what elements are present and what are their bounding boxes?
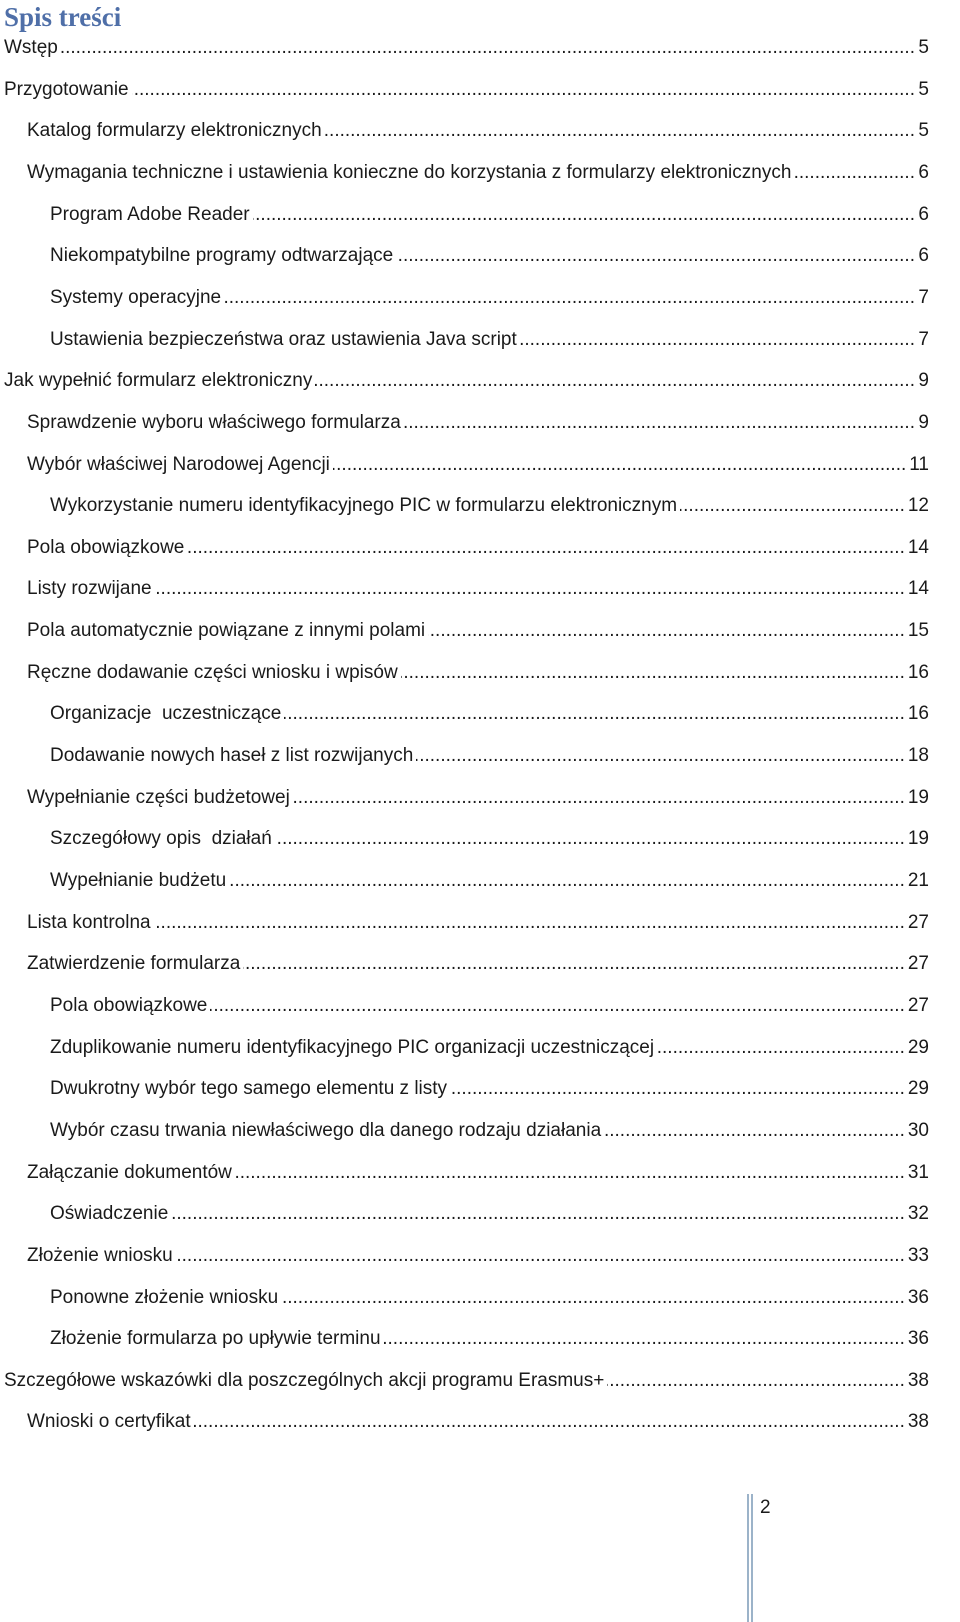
toc-entry[interactable]: [27, 658, 929, 688]
toc-entry[interactable]: [50, 1283, 929, 1313]
toc-entry-row: [0, 116, 929, 146]
footer-rule: [747, 1494, 753, 1622]
toc-entry[interactable]: [50, 325, 929, 355]
toc-entry-page: 7: [918, 286, 929, 308]
toc-entry-row: [0, 450, 929, 480]
toc-entry[interactable]: [50, 491, 929, 521]
toc-entry[interactable]: [50, 1324, 929, 1354]
footer-page-number: 2: [760, 1497, 771, 1518]
toc-dot-leader: [235, 1158, 905, 1188]
toc-dot-leader: [187, 533, 904, 563]
toc-dot-leader: [194, 1407, 905, 1437]
toc-entry-row: [0, 1033, 929, 1063]
toc-entry-label: Dwukrotny wybór tego samego elementu z listy: [50, 1078, 448, 1100]
toc-dot-leader: [171, 1199, 905, 1229]
toc-entry-page: 27: [907, 911, 929, 933]
toc-dot-leader: [315, 366, 915, 396]
toc-entry-row: [0, 408, 929, 438]
toc-dot-leader: [416, 741, 905, 771]
toc-entry-row: [0, 866, 929, 896]
toc-entry-page: 38: [907, 1369, 929, 1391]
toc-entry[interactable]: [27, 616, 929, 646]
toc-entry-page: 14: [907, 578, 929, 600]
toc-dot-leader: [224, 283, 915, 313]
toc-entry-label: Złożenie formularza po upływie terminu: [50, 1328, 381, 1350]
toc-entry[interactable]: [50, 241, 929, 271]
toc-dot-leader: [281, 1283, 905, 1313]
toc-entry-page: 38: [907, 1411, 929, 1433]
toc-entry[interactable]: [50, 866, 929, 896]
toc-entry[interactable]: [50, 699, 929, 729]
toc-entry-label: Oświadczenie: [50, 1203, 169, 1225]
toc-dot-leader: [132, 75, 915, 105]
toc-entry-row: [0, 33, 929, 63]
toc-entry-label: Wybór właściwej Narodowej Agencji: [27, 453, 330, 475]
toc-entry-label: Szczegółowy opis działań: [50, 828, 272, 850]
toc-dot-leader: [607, 1366, 905, 1396]
toc-dot-leader: [155, 574, 905, 604]
toc-entry-row: [0, 1074, 929, 1104]
toc-dot-leader: [253, 200, 915, 230]
toc-entry-label: Dodawanie nowych haseł z list rozwijanych: [50, 745, 414, 767]
toc-entry-row: [0, 325, 929, 355]
toc-entry-row: [0, 283, 929, 313]
toc-entry-label: Wymagania techniczne i ustawienia konieczne do korzystania z formularzy elektronicznych: [27, 161, 792, 183]
toc-entry-page: 7: [918, 328, 929, 350]
toc-dot-leader: [275, 824, 905, 854]
toc-entry-row: [0, 75, 929, 105]
toc-entry-label: Pola obowiązkowe: [50, 994, 208, 1016]
toc-dot-leader: [154, 908, 905, 938]
toc-entry-label: Ponowne złożenie wniosku: [50, 1286, 279, 1308]
toc-entry-page: 14: [907, 536, 929, 558]
toc-entry[interactable]: [4, 1366, 929, 1396]
toc-dot-leader: [61, 33, 915, 63]
toc-dot-leader: [284, 699, 905, 729]
toc-entry-page: 36: [907, 1328, 929, 1350]
toc-entry-page: 16: [907, 661, 929, 683]
toc-entry[interactable]: [4, 366, 929, 396]
toc-entry-label: Ustawienia bezpieczeństwa oraz ustawienia Java script: [50, 328, 517, 350]
toc-dot-leader: [293, 783, 905, 813]
toc-entry[interactable]: [50, 1199, 929, 1229]
toc-entry-page: 6: [918, 161, 929, 183]
toc-entry-label: Zduplikowanie numeru identyfikacyjnego PIC organizacji uczestniczącej: [50, 1036, 655, 1058]
toc-entry-label: Organizacje uczestniczące: [50, 703, 282, 725]
toc-entry-page: 27: [907, 994, 929, 1016]
toc-entry-label: Lista kontrolna: [27, 911, 151, 933]
toc-entry-label: Załączanie dokumentów: [27, 1161, 232, 1183]
toc-entry-row: [0, 1199, 929, 1229]
toc-entry-label: Pola obowiązkowe: [27, 536, 185, 558]
toc-dot-leader: [520, 325, 915, 355]
toc-dot-leader: [396, 241, 915, 271]
toc-entry[interactable]: [50, 1033, 929, 1063]
toc-entry-row: [0, 1158, 929, 1188]
toc-entry-label: Jak wypełnić formularz elektroniczny: [4, 370, 313, 392]
toc-title: Spis treści: [4, 2, 122, 32]
toc-entry-row: [0, 241, 929, 271]
toc-entry[interactable]: [50, 200, 929, 230]
toc-entry-label: Ręczne dodawanie części wniosku i wpisów: [27, 661, 398, 683]
toc-entry-page: 12: [907, 495, 929, 517]
toc-entry-row: [0, 908, 929, 938]
toc-entry-label: Program Adobe Reader: [50, 203, 250, 225]
toc-entry-label: Niekompatybilne programy odtwarzające: [50, 245, 394, 267]
toc-entry-label: Wstęp: [4, 37, 58, 58]
toc-entry-page: 5: [918, 37, 929, 58]
toc-entry[interactable]: [50, 1116, 929, 1146]
toc-dot-leader: [401, 658, 905, 688]
toc-entry[interactable]: [27, 158, 929, 188]
toc-entry-page: 18: [907, 745, 929, 767]
toc-entry-label: Wnioski o certyfikat: [27, 1411, 191, 1433]
toc-entry-page: 11: [909, 453, 929, 475]
toc-entry-label: Złożenie wniosku: [27, 1244, 173, 1266]
toc-entry[interactable]: [27, 949, 929, 979]
toc-entry[interactable]: [27, 408, 929, 438]
toc-entry-page: 36: [907, 1286, 929, 1308]
toc-entry-row: [0, 1324, 929, 1354]
toc-dot-leader: [325, 116, 915, 146]
toc-entry-row: [0, 783, 929, 813]
toc-entry[interactable]: [27, 1407, 929, 1437]
toc-entry-row: [0, 366, 929, 396]
toc-dot-leader: [450, 1074, 905, 1104]
toc-entry[interactable]: [4, 33, 929, 63]
toc-entry-page: 29: [907, 1036, 929, 1058]
toc-entry-label: Pola automatycznie powiązane z innymi polami: [27, 620, 426, 642]
toc-dot-leader: [229, 866, 905, 896]
toc-entry-row: [0, 158, 929, 188]
toc-entry-page: 15: [907, 620, 929, 642]
toc-entry-label: Systemy operacyjne: [50, 286, 222, 308]
toc-dot-leader: [680, 491, 905, 521]
toc-entry-page: 30: [907, 1119, 929, 1141]
toc-entry[interactable]: [50, 1074, 929, 1104]
toc-entry-page: 6: [918, 203, 929, 225]
toc-entry-page: 27: [907, 953, 929, 975]
toc-entry-page: 33: [907, 1244, 929, 1266]
toc-entry-row: [0, 949, 929, 979]
toc-entry-page: 9: [918, 370, 929, 392]
toc-entry-row: [0, 1407, 929, 1437]
toc-entry-row: [0, 1241, 929, 1271]
toc-entry-row: [0, 658, 929, 688]
toc-dot-leader: [657, 1033, 905, 1063]
toc-entry-page: 6: [918, 245, 929, 267]
toc-entry-page: 29: [907, 1078, 929, 1100]
toc-dot-leader: [243, 949, 905, 979]
toc-entry[interactable]: [27, 574, 929, 604]
toc-dot-leader: [794, 158, 915, 188]
toc-entry[interactable]: [27, 450, 929, 480]
toc-entry-label: Katalog formularzy elektronicznych: [27, 120, 322, 142]
toc-entry-row: [0, 991, 929, 1021]
toc-entry-page: 21: [907, 870, 929, 891]
toc-entry-label: Przygotowanie: [4, 78, 129, 100]
toc-entry[interactable]: [50, 824, 929, 854]
toc-entry-row: [0, 699, 929, 729]
toc-dot-leader: [428, 616, 905, 646]
toc-entry-page: 5: [918, 120, 929, 142]
toc-dot-leader: [384, 1324, 905, 1354]
toc-entry[interactable]: [50, 741, 929, 771]
toc-entry[interactable]: [27, 1241, 929, 1271]
toc-entry[interactable]: [27, 908, 929, 938]
toc-entry-page: 31: [907, 1161, 929, 1183]
toc-entry-row: [0, 533, 929, 563]
toc-entry-row: [0, 1116, 929, 1146]
toc-entry[interactable]: [27, 1158, 929, 1188]
toc-entry[interactable]: [27, 116, 929, 146]
toc-entry-page: 19: [907, 828, 929, 850]
toc-entry-page: 32: [907, 1203, 929, 1225]
toc-entry-label: Zatwierdzenie formularza: [27, 953, 241, 975]
toc-dot-leader: [604, 1116, 905, 1146]
page-footer: [747, 1494, 807, 1622]
toc-entry-row: [0, 1366, 929, 1396]
toc-entry-label: Wypełnianie części budżetowej: [27, 786, 290, 808]
toc-entry-row: [0, 824, 929, 854]
toc-entry-label: Wykorzystanie numeru identyfikacyjnego PIC w formularzu elektronicznym: [50, 495, 678, 517]
toc-entry-row: [0, 200, 929, 230]
toc-entry-page: 19: [907, 786, 929, 808]
toc-entry-label: Wypełnianie budżetu: [50, 870, 227, 891]
toc-entry-label: Sprawdzenie wyboru właściwego formularza: [27, 411, 401, 433]
toc-dot-leader: [404, 408, 915, 438]
toc-entry-row: [0, 1283, 929, 1313]
toc-entry[interactable]: [50, 991, 929, 1021]
toc-dot-leader: [333, 450, 906, 480]
toc-entry[interactable]: [50, 283, 929, 313]
toc-dot-leader: [176, 1241, 905, 1271]
toc-entry-label: Wybór czasu trwania niewłaściwego dla danego rodzaju działania: [50, 1119, 602, 1141]
toc-entry-row: [0, 574, 929, 604]
toc-entry-label: Listy rozwijane: [27, 578, 152, 600]
toc-entry-row: [0, 616, 929, 646]
toc-dot-leader: [210, 991, 904, 1021]
toc-entry-page: 9: [918, 411, 929, 433]
toc-entry-page: 5: [918, 78, 929, 100]
toc-entry[interactable]: [27, 783, 929, 813]
toc-entry-label: Szczegółowe wskazówki dla poszczególnych akcji programu Erasmus+: [4, 1369, 605, 1391]
toc-entry[interactable]: [27, 533, 929, 563]
toc-entry-row: [0, 741, 929, 771]
toc-entry-row: [0, 491, 929, 521]
toc-entry[interactable]: [4, 75, 929, 105]
toc-entry-page: 16: [907, 703, 929, 725]
